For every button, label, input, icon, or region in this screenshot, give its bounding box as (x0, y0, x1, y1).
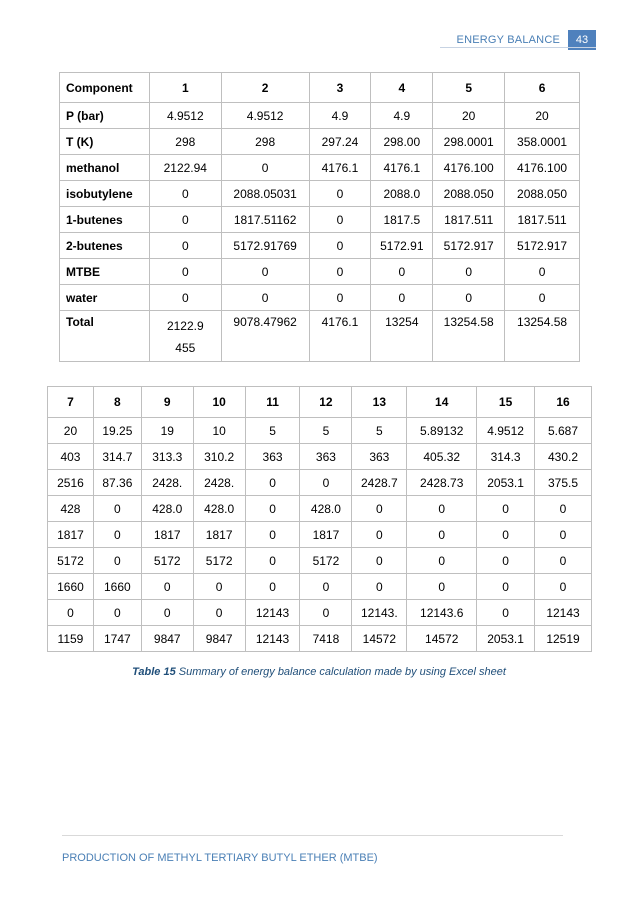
table-cell: 4.9 (309, 103, 371, 129)
row-label: water (60, 285, 150, 311)
table-cell: 5.89132 (407, 418, 477, 444)
table-cell: 363 (300, 444, 352, 470)
table-cell: 0 (300, 600, 352, 626)
table-row (60, 181, 580, 207)
table-cell: 2122.94 (149, 155, 221, 181)
table-cell: 0 (477, 600, 535, 626)
table-cell: 2053.1 (477, 470, 535, 496)
table-cell: 1660 (93, 574, 141, 600)
table-cell: 5 (245, 418, 300, 444)
table-cell: 0 (149, 285, 221, 311)
row-label: MTBE (60, 259, 150, 285)
stream-summary-table-1 (59, 72, 580, 362)
table-cell: 1817 (193, 522, 245, 548)
table-cell: 0 (300, 470, 352, 496)
table-cell: 0 (245, 574, 300, 600)
table-cell: 0 (477, 496, 535, 522)
table-cell: 5.687 (535, 418, 592, 444)
table-cell: 375.5 (535, 470, 592, 496)
table-cell: 0 (309, 285, 371, 311)
table-cell: 0 (309, 181, 371, 207)
page-footer: PRODUCTION OF METHYL TERTIARY BUTYL ETHER (MTBE) (62, 852, 378, 864)
table-header-row (60, 73, 580, 103)
table-row (60, 259, 580, 285)
header-divider (440, 47, 596, 48)
table-cell: 0 (93, 496, 141, 522)
table-cell: 0 (433, 259, 505, 285)
table-cell: 428.0 (300, 496, 352, 522)
table-row (48, 496, 592, 522)
table-cell: 5172.91769 (221, 233, 309, 259)
table-cell: 9847 (193, 626, 245, 652)
column-header: 9 (141, 387, 193, 418)
table-cell: 1817.51162 (221, 207, 309, 233)
row-label: 1-butenes (60, 207, 150, 233)
table-cell: 2428. (193, 470, 245, 496)
row-label: T (K) (60, 129, 150, 155)
table-row (48, 522, 592, 548)
table-cell: 0 (433, 285, 505, 311)
table-cell: 4176.1 (309, 311, 371, 362)
column-header: 5 (433, 73, 505, 103)
table-cell: 5172 (141, 548, 193, 574)
table-cell: 0 (505, 285, 580, 311)
table-cell: 0 (371, 259, 433, 285)
column-header: 10 (193, 387, 245, 418)
table-row (48, 444, 592, 470)
table-cell: 12143. (352, 600, 407, 626)
table-row (48, 548, 592, 574)
table-caption (0, 666, 638, 678)
table-cell: 0 (477, 574, 535, 600)
table-cell: 0 (309, 259, 371, 285)
table-cell: 0 (245, 548, 300, 574)
table-cell: 1817 (48, 522, 94, 548)
column-header: 2 (221, 73, 309, 103)
table-cell: 4176.100 (433, 155, 505, 181)
table-row (60, 103, 580, 129)
table-cell: 0 (407, 548, 477, 574)
table-cell: 363 (245, 444, 300, 470)
table-cell: 298 (149, 129, 221, 155)
row-label: Total (60, 311, 150, 362)
table-cell: 403 (48, 444, 94, 470)
table-cell: 0 (352, 496, 407, 522)
column-header: 12 (300, 387, 352, 418)
table-cell: 9078.47962 (221, 311, 309, 362)
table-cell: 1817 (300, 522, 352, 548)
table-cell: 2428. (141, 470, 193, 496)
table-cell: 12143.6 (407, 600, 477, 626)
table-cell: 1817.5 (371, 207, 433, 233)
table-cell: 87.36 (93, 470, 141, 496)
table-cell: 5172 (300, 548, 352, 574)
table-cell: 0 (221, 155, 309, 181)
table-cell: 5 (300, 418, 352, 444)
table-cell: 5172 (48, 548, 94, 574)
column-header: 6 (505, 73, 580, 103)
table-cell: 2088.05031 (221, 181, 309, 207)
column-header: 8 (93, 387, 141, 418)
table-cell: 13254.58 (505, 311, 580, 362)
column-header: 11 (245, 387, 300, 418)
table-cell: 4.9512 (149, 103, 221, 129)
caption-label: Table 15 (132, 666, 176, 678)
table-cell: 4.9 (371, 103, 433, 129)
table-cell: 0 (535, 522, 592, 548)
table-cell: 20 (505, 103, 580, 129)
column-header: 13 (352, 387, 407, 418)
table-row (48, 600, 592, 626)
table-cell: 9847 (141, 626, 193, 652)
table-cell: 298 (221, 129, 309, 155)
table-row (60, 311, 580, 362)
table-cell: 5172.917 (433, 233, 505, 259)
header-title: ENERGY BALANCE (456, 34, 560, 46)
table-cell: 1747 (93, 626, 141, 652)
table-cell: 0 (149, 259, 221, 285)
cell-value: 2122.9455 (166, 319, 204, 355)
table-cell: 2088.050 (505, 181, 580, 207)
table-cell: 12519 (535, 626, 592, 652)
table-cell: 0 (407, 574, 477, 600)
page-number-badge: 43 (568, 30, 596, 50)
table-cell: 298.00 (371, 129, 433, 155)
caption-text: Summary of energy balance calculation made by using Excel sheet (178, 666, 506, 678)
table-cell: 0 (371, 285, 433, 311)
table-cell: 297.24 (309, 129, 371, 155)
table-cell: 0 (477, 522, 535, 548)
table-cell: 0 (477, 548, 535, 574)
table-cell: 430.2 (535, 444, 592, 470)
row-label: P (bar) (60, 103, 150, 129)
table-cell: 0 (193, 600, 245, 626)
table-cell: 5172 (193, 548, 245, 574)
table-cell: 298.0001 (433, 129, 505, 155)
table-cell: 0 (93, 600, 141, 626)
column-header: Component (60, 73, 150, 103)
table-cell: 358.0001 (505, 129, 580, 155)
row-label: isobutylene (60, 181, 150, 207)
table-cell: 5172.917 (505, 233, 580, 259)
table-cell: 19 (141, 418, 193, 444)
table-cell: 0 (535, 574, 592, 600)
table-cell: 14572 (352, 626, 407, 652)
table-cell: 2053.1 (477, 626, 535, 652)
table-cell: 0 (193, 574, 245, 600)
table-cell: 0 (93, 548, 141, 574)
table-cell: 0 (245, 470, 300, 496)
table-cell: 0 (300, 574, 352, 600)
table-cell: 1817.511 (505, 207, 580, 233)
table-cell: 0 (149, 233, 221, 259)
table-cell: 13254 (371, 311, 433, 362)
table-row (48, 574, 592, 600)
column-header: 4 (371, 73, 433, 103)
table-cell: 4176.100 (505, 155, 580, 181)
table-cell: 1159 (48, 626, 94, 652)
table-cell (149, 311, 221, 362)
row-label: methanol (60, 155, 150, 181)
table-cell: 0 (407, 496, 477, 522)
table-cell: 0 (309, 233, 371, 259)
table-cell: 428.0 (193, 496, 245, 522)
table-cell: 0 (535, 496, 592, 522)
table-cell: 0 (245, 496, 300, 522)
stream-summary-table-2 (47, 386, 592, 652)
table-cell: 0 (505, 259, 580, 285)
table-cell: 2088.0 (371, 181, 433, 207)
table-cell: 2428.73 (407, 470, 477, 496)
table-cell: 363 (352, 444, 407, 470)
table-cell: 12143 (535, 600, 592, 626)
table-cell: 0 (245, 522, 300, 548)
table-cell: 0 (352, 522, 407, 548)
table-cell: 0 (141, 600, 193, 626)
table-cell: 405.32 (407, 444, 477, 470)
table-header-row (48, 387, 592, 418)
table-cell: 314.7 (93, 444, 141, 470)
column-header: 1 (149, 73, 221, 103)
table-row (48, 626, 592, 652)
table-row (48, 470, 592, 496)
table-cell: 4.9512 (477, 418, 535, 444)
table-cell: 1817 (141, 522, 193, 548)
table-cell: 0 (141, 574, 193, 600)
table-cell: 0 (221, 259, 309, 285)
column-header: 14 (407, 387, 477, 418)
column-header: 3 (309, 73, 371, 103)
table-cell: 0 (352, 574, 407, 600)
table-cell: 13254.58 (433, 311, 505, 362)
table-cell: 2428.7 (352, 470, 407, 496)
table-cell: 4176.1 (371, 155, 433, 181)
column-header: 16 (535, 387, 592, 418)
table-cell: 5 (352, 418, 407, 444)
table-cell: 0 (149, 181, 221, 207)
table-cell: 428 (48, 496, 94, 522)
table-row (60, 129, 580, 155)
table-cell: 0 (48, 600, 94, 626)
table-cell: 12143 (245, 626, 300, 652)
table-cell: 19.25 (93, 418, 141, 444)
table-row (60, 207, 580, 233)
table-cell: 0 (149, 207, 221, 233)
table-cell: 20 (433, 103, 505, 129)
table-cell: 0 (221, 285, 309, 311)
footer-divider (62, 835, 563, 836)
table-row (60, 233, 580, 259)
table-cell: 14572 (407, 626, 477, 652)
table-cell: 0 (535, 548, 592, 574)
table-cell: 313.3 (141, 444, 193, 470)
table-cell: 12143 (245, 600, 300, 626)
table-cell: 20 (48, 418, 94, 444)
table-cell: 10 (193, 418, 245, 444)
table-cell: 0 (407, 522, 477, 548)
table-cell: 2088.050 (433, 181, 505, 207)
table-cell: 0 (352, 548, 407, 574)
table-cell: 428.0 (141, 496, 193, 522)
table-row (48, 418, 592, 444)
column-header: 15 (477, 387, 535, 418)
table-cell: 5172.91 (371, 233, 433, 259)
table-row (60, 155, 580, 181)
table-cell: 4.9512 (221, 103, 309, 129)
table-cell: 314.3 (477, 444, 535, 470)
table-cell: 2516 (48, 470, 94, 496)
table-cell: 7418 (300, 626, 352, 652)
table-cell: 0 (93, 522, 141, 548)
table-cell: 0 (309, 207, 371, 233)
row-label: 2-butenes (60, 233, 150, 259)
column-header: 7 (48, 387, 94, 418)
table-cell: 1660 (48, 574, 94, 600)
table-cell: 310.2 (193, 444, 245, 470)
table-row (60, 285, 580, 311)
table-cell: 4176.1 (309, 155, 371, 181)
table-cell: 1817.511 (433, 207, 505, 233)
